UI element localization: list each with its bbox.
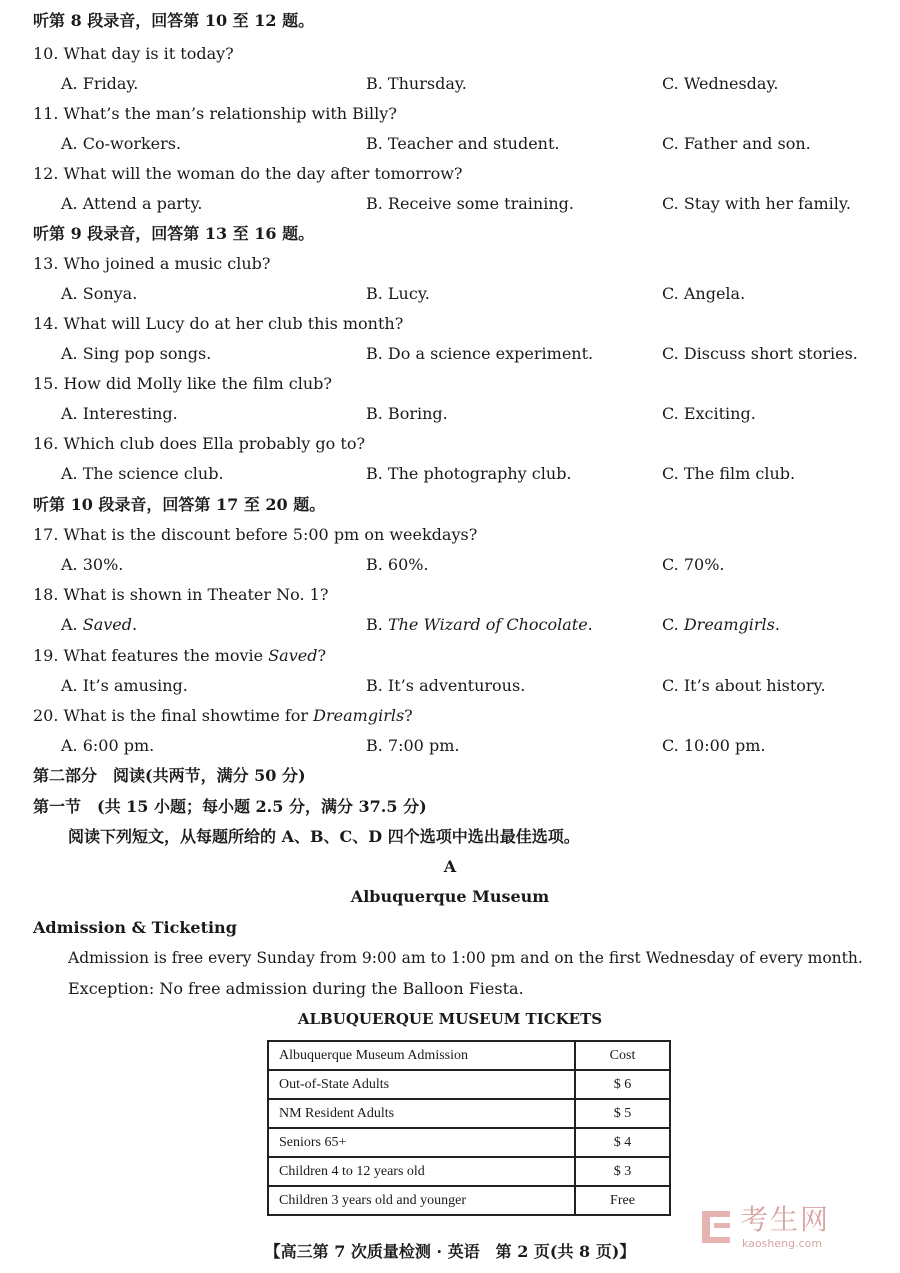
option-b: B. Boring.	[366, 404, 448, 423]
question-15	[0, 369, 900, 399]
option-b: B. 7:00 pm.	[366, 736, 460, 755]
option-b: B. Lucy.	[366, 284, 430, 303]
option-b: B. The Wizard of Chocolate.	[366, 615, 593, 634]
question-text: 18. What is shown in Theater No. 1?	[33, 585, 329, 604]
option-c: C. Wednesday.	[662, 74, 779, 93]
cell-cost: $ 3	[575, 1157, 670, 1186]
option-c: C. It’s about history.	[662, 676, 826, 695]
option-a: A. 30%.	[61, 555, 124, 574]
table-row	[268, 1099, 670, 1128]
question-text: 14. What will Lucy do at her club this month?	[33, 314, 404, 333]
option-b: B. Teacher and student.	[366, 134, 560, 153]
cell-cost: $ 6	[575, 1070, 670, 1099]
options-19	[0, 671, 900, 701]
question-text: 20. What is the final showtime for Dreamgirls?	[33, 706, 413, 725]
option-c: C. Exciting.	[662, 404, 756, 423]
question-text: 10. What day is it today?	[33, 44, 234, 63]
option-c: C. The film club.	[662, 464, 796, 483]
admission-heading-line	[0, 913, 900, 943]
header-cell-cost: Cost	[575, 1041, 670, 1070]
cell-name: Out-of-State Adults	[268, 1070, 575, 1099]
instruction-text: 听第 10 段录音，回答第 17 至 20 题。	[33, 495, 326, 514]
option-a: A. The science club.	[61, 464, 224, 483]
passage-title: Albuquerque Museum	[350, 887, 550, 906]
option-a: A. Co-workers.	[61, 134, 182, 153]
passage-letter: A	[443, 857, 457, 876]
question-11	[0, 99, 900, 129]
cell-name: Children 4 to 12 years old	[268, 1157, 575, 1186]
instruction-line-10	[0, 490, 900, 520]
passage-title-line	[0, 882, 900, 912]
option-c: C. Father and son.	[662, 134, 811, 153]
question-19	[0, 641, 900, 671]
question-text: 19. What features the movie Saved?	[33, 646, 327, 665]
option-c: C. Discuss short stories.	[662, 344, 858, 363]
admission-heading: Admission & Ticketing	[33, 918, 237, 937]
option-a: A. It’s amusing.	[61, 676, 188, 695]
admission-text: Admission is free every Sunday from 9:00 am to 1:00 pm and on the first Wednesday of every month.	[68, 949, 863, 967]
question-13	[0, 249, 900, 279]
cell-cost: $ 4	[575, 1128, 670, 1157]
instruction-text: 听第 8 段录音，回答第 10 至 12 题。	[33, 11, 315, 30]
question-16	[0, 429, 900, 459]
cell-name: NM Resident Adults	[268, 1099, 575, 1128]
table-row	[268, 1157, 670, 1186]
question-10	[0, 39, 900, 69]
table-title-line	[0, 1004, 900, 1034]
option-b: B. The photography club.	[366, 464, 572, 483]
question-12	[0, 159, 900, 189]
watermark-logo	[700, 1203, 880, 1257]
reading-instructions	[0, 822, 900, 852]
option-c: C. 70%.	[662, 555, 725, 574]
cell-cost: Free	[575, 1186, 670, 1215]
options-20	[0, 731, 900, 761]
option-b: B. Do a science experiment.	[366, 344, 594, 363]
exception-text: Exception: No free admission during the Balloon Fiesta.	[68, 979, 524, 998]
exception-text-line	[0, 974, 900, 1004]
instruction-line-9	[0, 219, 900, 249]
option-a: A. Sonya.	[61, 284, 138, 303]
option-a: A. Saved.	[61, 615, 138, 634]
watermark-icon	[700, 1207, 734, 1247]
watermark-text: 考生网	[740, 1203, 831, 1236]
admission-text-line	[0, 943, 900, 973]
option-c: C. Angela.	[662, 284, 746, 303]
question-20	[0, 701, 900, 731]
header-cell-name: Albuquerque Museum Admission	[268, 1041, 575, 1070]
section-title: 第一节 (共 15 小题；每小题 2.5 分，满分 37.5 分)	[33, 797, 427, 816]
table-row	[268, 1128, 670, 1157]
cell-name: Seniors 65+	[268, 1128, 575, 1157]
options-16	[0, 459, 900, 489]
options-11	[0, 129, 900, 159]
option-b: B. Thursday.	[366, 74, 467, 93]
table-title: ALBUQUERQUE MUSEUM TICKETS	[297, 1010, 603, 1028]
option-b: B. Receive some training.	[366, 194, 574, 213]
question-text: 12. What will the woman do the day after tomorrow?	[33, 164, 463, 183]
options-10	[0, 69, 900, 99]
table-header-row	[268, 1041, 670, 1070]
question-text: 17. What is the discount before 5:00 pm on weekdays?	[33, 525, 478, 544]
instruction-text: 阅读下列短文，从每题所给的 A、B、C、D 四个选项中选出最佳选项。	[68, 827, 580, 846]
options-12	[0, 189, 900, 219]
question-text: 16. Which club does Ella probably go to?	[33, 434, 366, 453]
option-a: A. Attend a party.	[61, 194, 203, 213]
question-text: 15. How did Molly like the film club?	[33, 374, 332, 393]
instruction-text: 听第 9 段录音，回答第 13 至 16 题。	[33, 224, 315, 243]
option-b: B. It’s adventurous.	[366, 676, 526, 695]
question-text: 13. Who joined a music club?	[33, 254, 271, 273]
option-a: A. Friday.	[61, 74, 139, 93]
option-c: C. Stay with her family.	[662, 194, 851, 213]
section-one-heading	[0, 792, 900, 822]
instruction-line-8	[0, 6, 900, 36]
cell-name: Children 3 years old and younger	[268, 1186, 575, 1215]
part-two-heading	[0, 761, 900, 791]
options-18	[0, 610, 900, 640]
question-14	[0, 309, 900, 339]
passage-letter-line	[0, 852, 900, 882]
option-c: C. 10:00 pm.	[662, 736, 766, 755]
options-17	[0, 550, 900, 580]
option-a: A. Sing pop songs.	[61, 344, 212, 363]
option-b: B. 60%.	[366, 555, 429, 574]
option-c: C. Dreamgirls.	[662, 615, 780, 634]
cell-cost: $ 5	[575, 1099, 670, 1128]
footer-text: 【高三第 7 次质量检测 · 英语 第 2 页(共 8 页)】	[264, 1242, 636, 1261]
options-15	[0, 399, 900, 429]
table-row	[268, 1070, 670, 1099]
part-title: 第二部分 阅读(共两节，满分 50 分)	[33, 766, 306, 785]
option-a: A. 6:00 pm.	[61, 736, 155, 755]
question-text: 11. What’s the man’s relationship with Billy?	[33, 104, 397, 123]
table-row	[268, 1186, 670, 1215]
question-17	[0, 520, 900, 550]
option-a: A. Interesting.	[61, 404, 178, 423]
options-14	[0, 339, 900, 369]
question-18	[0, 580, 900, 610]
tickets-table	[267, 1040, 671, 1228]
options-13	[0, 279, 900, 309]
watermark-sub: kaosheng.com	[742, 1237, 823, 1250]
